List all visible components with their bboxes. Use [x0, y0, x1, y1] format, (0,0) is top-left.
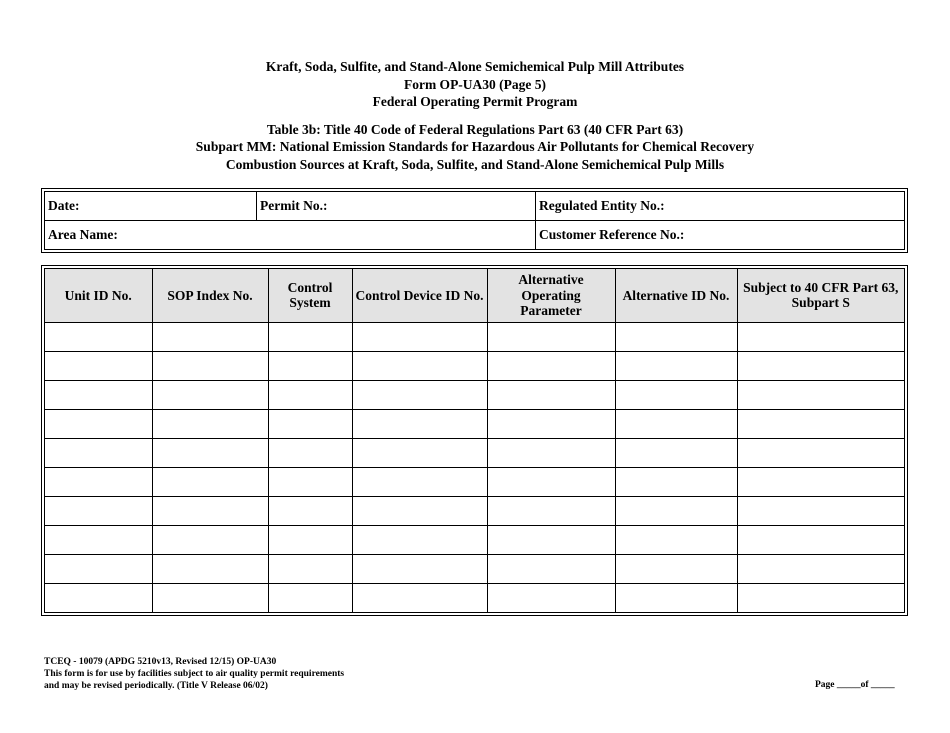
table-cell[interactable]: [737, 467, 904, 496]
table-cell[interactable]: [352, 467, 487, 496]
table-cell[interactable]: [487, 351, 615, 380]
table-cell[interactable]: [268, 467, 352, 496]
table-row: [45, 380, 904, 409]
regulated-entity-label: Regulated Entity No.:: [539, 198, 665, 213]
table-cell[interactable]: [152, 525, 268, 554]
table-cell[interactable]: [45, 380, 152, 409]
table-cell[interactable]: [487, 380, 615, 409]
table-title: Table 3b: Title 40 Code of Federal Regulations Part 63 (40 CFR Part 63): [266, 121, 684, 137]
table-row: [45, 438, 904, 467]
table-row: [45, 322, 904, 351]
permit-number-field[interactable]: [256, 192, 535, 220]
table-cell[interactable]: [152, 351, 268, 380]
table-cell[interactable]: [615, 525, 737, 554]
table-cell[interactable]: [268, 496, 352, 525]
table-cell[interactable]: [45, 496, 152, 525]
customer-reference-field[interactable]: [535, 221, 904, 249]
table-cell[interactable]: [268, 438, 352, 467]
table-cell[interactable]: [615, 409, 737, 438]
table-cell[interactable]: [487, 467, 615, 496]
table-cell[interactable]: [268, 409, 352, 438]
table-cell[interactable]: [152, 467, 268, 496]
table-cell[interactable]: [737, 438, 904, 467]
table-cell[interactable]: [268, 322, 352, 351]
footer-form-id: TCEQ - 10079 (APDG 5210v13, Revised 12/15) OP-UA30: [44, 657, 277, 667]
form-number: Form OP-UA30 (Page 5): [403, 76, 547, 92]
permit-info-box: [41, 188, 908, 253]
date-field[interactable]: [45, 192, 256, 220]
table-row: [45, 525, 904, 554]
regulated-entity-field[interactable]: [535, 192, 904, 220]
table-cell[interactable]: [152, 322, 268, 351]
table-row: [45, 351, 904, 380]
info-row-1: [45, 192, 904, 220]
table-cell[interactable]: [737, 351, 904, 380]
table-cell[interactable]: [352, 525, 487, 554]
column-header: Subject to 40 CFR Part 63, Subpart S: [737, 269, 904, 322]
table-cell[interactable]: [615, 554, 737, 583]
table-cell[interactable]: [487, 438, 615, 467]
table-cell[interactable]: [45, 467, 152, 496]
table-cell[interactable]: [615, 467, 737, 496]
table-header-row: [45, 269, 904, 322]
area-name-field[interactable]: [45, 221, 535, 249]
table-cell[interactable]: [615, 351, 737, 380]
attributes-table-frame: [41, 265, 908, 616]
page-number: Page _____of _____: [815, 680, 895, 690]
subpart-title: Subpart MM: National Emission Standards for Hazardous Air Pollutants for Chemical Recovery: [195, 139, 755, 154]
column-header: Control System: [268, 269, 352, 322]
column-header: Control Device ID No.: [352, 269, 487, 322]
table-cell[interactable]: [737, 525, 904, 554]
area-name-label: Area Name:: [48, 227, 118, 242]
table-cell[interactable]: [45, 438, 152, 467]
table-cell[interactable]: [352, 322, 487, 351]
table-cell[interactable]: [737, 322, 904, 351]
table-cell[interactable]: [737, 380, 904, 409]
table-cell[interactable]: [615, 438, 737, 467]
table-cell[interactable]: [737, 496, 904, 525]
table-cell[interactable]: [152, 380, 268, 409]
table-cell[interactable]: [737, 409, 904, 438]
table-cell[interactable]: [737, 554, 904, 583]
table-cell[interactable]: [152, 496, 268, 525]
table-cell[interactable]: [487, 409, 615, 438]
table-cell[interactable]: [152, 409, 268, 438]
table-cell[interactable]: [487, 496, 615, 525]
table-cell[interactable]: [268, 525, 352, 554]
table-cell[interactable]: [45, 554, 152, 583]
table-row: [45, 467, 904, 496]
column-header: Alternative ID No.: [615, 269, 737, 322]
table-cell[interactable]: [268, 351, 352, 380]
table-cell[interactable]: [352, 380, 487, 409]
table-cell[interactable]: [268, 554, 352, 583]
table-cell[interactable]: [487, 322, 615, 351]
column-header: SOP Index No.: [152, 269, 268, 322]
table-body: [45, 322, 904, 612]
info-row-2: [45, 220, 904, 249]
table-cell[interactable]: [152, 554, 268, 583]
program-name: Federal Operating Permit Program: [372, 94, 578, 109]
table-cell[interactable]: [487, 554, 615, 583]
table-row: [45, 554, 904, 583]
table-cell[interactable]: [352, 409, 487, 438]
table-row: [45, 496, 904, 525]
table-cell[interactable]: [352, 351, 487, 380]
table-cell[interactable]: [615, 496, 737, 525]
form-footer: [44, 656, 344, 692]
table-cell[interactable]: [45, 409, 152, 438]
column-header: Unit ID No.: [45, 269, 152, 322]
table-cell[interactable]: [352, 583, 487, 612]
form-header: [0, 58, 950, 173]
footer-usage-note: This form is for use by facilities subject to air quality permit requirements: [44, 669, 345, 679]
table-cell[interactable]: [487, 525, 615, 554]
table-row: [45, 583, 904, 612]
table-cell[interactable]: [45, 525, 152, 554]
table-cell[interactable]: [615, 380, 737, 409]
table-row: [45, 409, 904, 438]
table-cell[interactable]: [352, 554, 487, 583]
column-header: Alternative Operating Parameter: [487, 269, 615, 322]
form-title: Kraft, Soda, Sulfite, and Stand-Alone Semichemical Pulp Mill Attributes: [265, 59, 685, 74]
table-cell[interactable]: [352, 496, 487, 525]
table-cell[interactable]: [487, 583, 615, 612]
table-cell[interactable]: [737, 583, 904, 612]
table-cell[interactable]: [615, 322, 737, 351]
table-cell[interactable]: [45, 351, 152, 380]
table-cell[interactable]: [152, 583, 268, 612]
permit-number-label: Permit No.:: [260, 198, 328, 213]
table-cell[interactable]: [268, 380, 352, 409]
attributes-table: [45, 269, 904, 612]
table-cell[interactable]: [352, 438, 487, 467]
subpart-subtitle: Combustion Sources at Kraft, Soda, Sulfite, and Stand-Alone Semichemical Pulp Mills: [225, 156, 725, 172]
table-cell[interactable]: [615, 583, 737, 612]
customer-reference-label: Customer Reference No.:: [539, 227, 685, 242]
table-cell[interactable]: [45, 322, 152, 351]
table-cell[interactable]: [45, 583, 152, 612]
date-label: Date:: [48, 198, 80, 213]
table-cell[interactable]: [268, 583, 352, 612]
table-cell[interactable]: [152, 438, 268, 467]
footer-revision-note: and may be revised periodically. (Title V Release 06/02): [44, 681, 268, 691]
